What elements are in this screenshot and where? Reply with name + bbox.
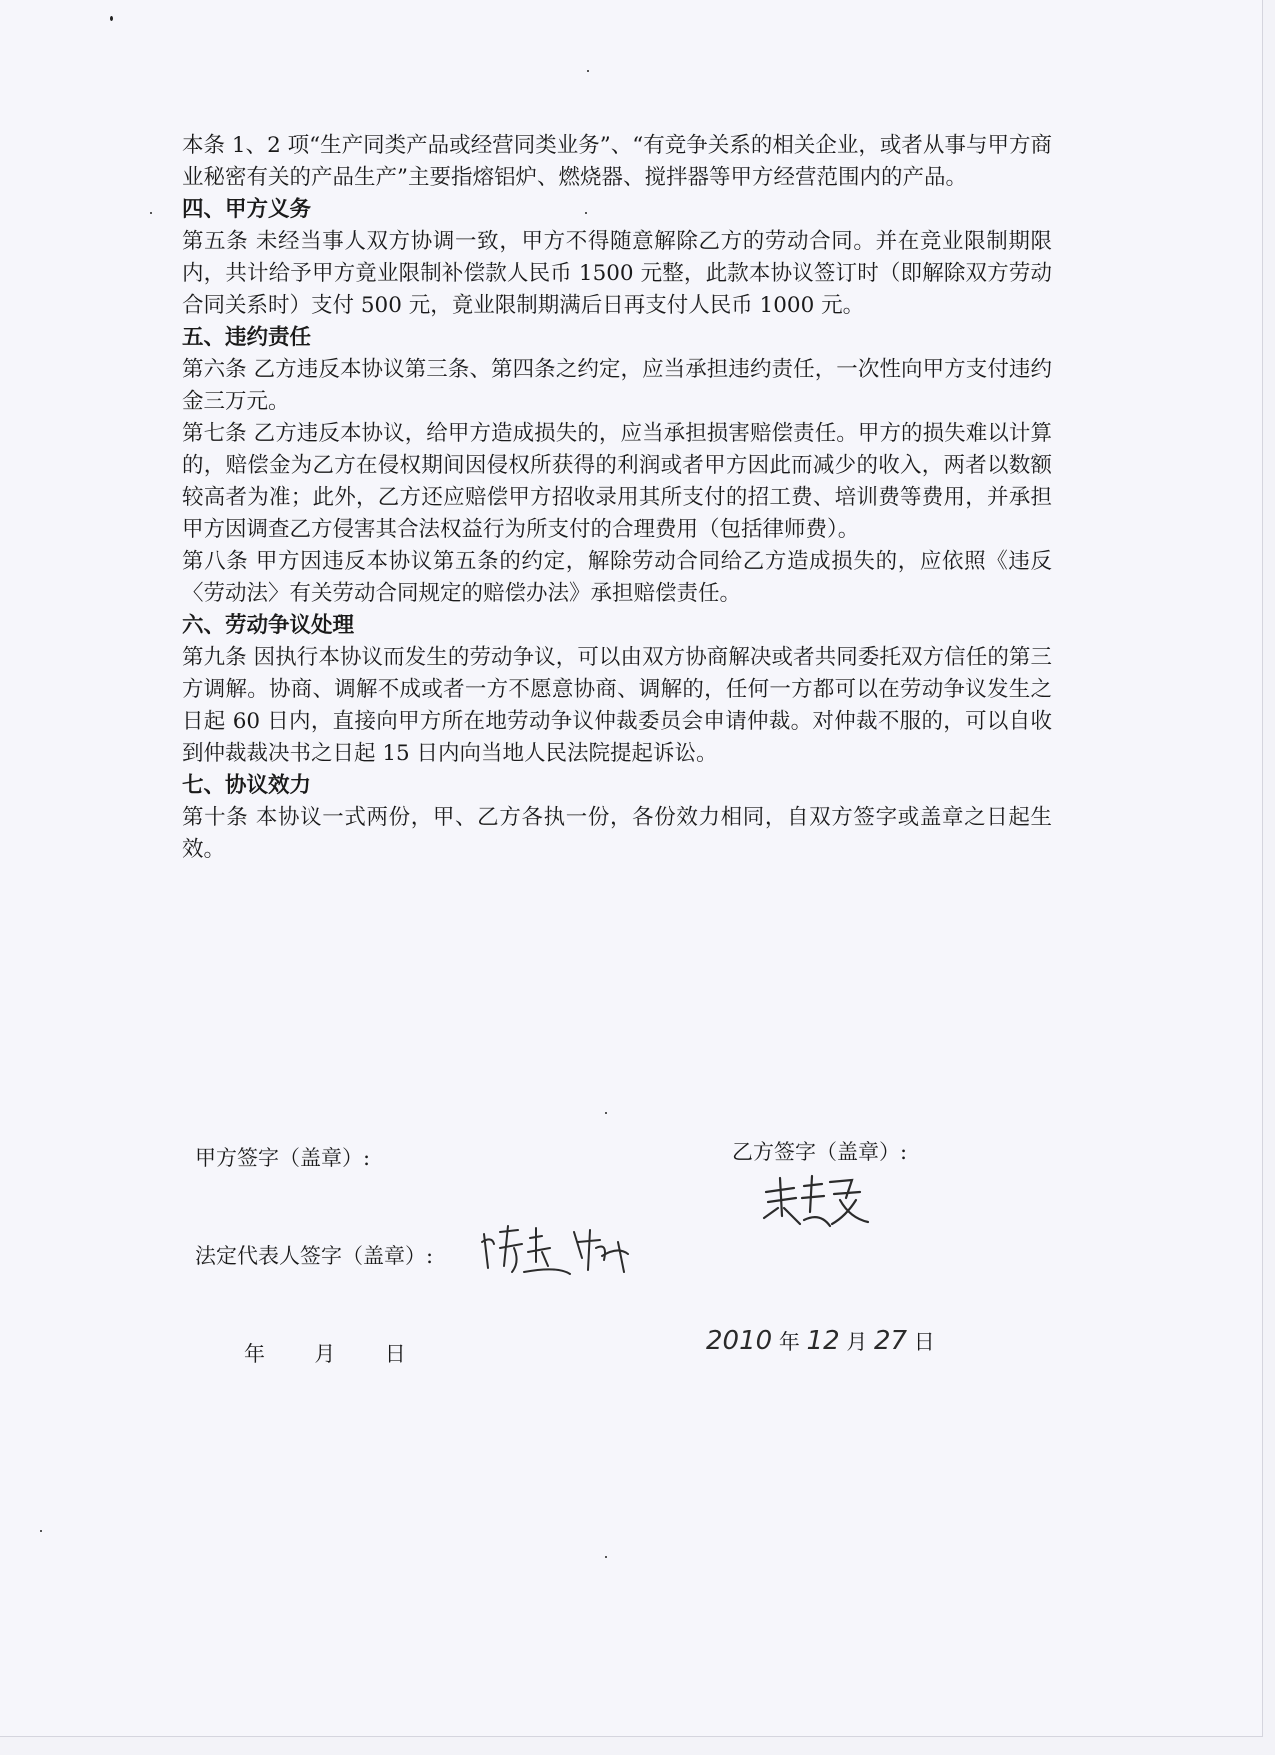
party-b-date: [706, 1326, 935, 1356]
contract-body: [182, 130, 1052, 866]
party-a-date-month: 月: [314, 1342, 336, 1366]
party-b-handwritten-signature: [760, 1172, 870, 1234]
scan-speck: [605, 1112, 607, 1114]
section-heading: 七、协议效力: [182, 773, 312, 798]
party-a-date-year: 年: [244, 1342, 265, 1366]
party-b-date-year: 年: [778, 1330, 800, 1354]
party-a-date-day: 日: [384, 1342, 406, 1366]
contract-paragraph: 第六条 乙方违反本协议第三条、第四条之约定，应当承担违约责任，一次性向甲方支付违约金三万元。: [182, 357, 1052, 414]
party-b-signature-label: 乙方签字（盖章）:: [732, 1140, 908, 1164]
section-heading: 六、劳动争议处理: [182, 613, 355, 638]
contract-paragraph: 第九条 因执行本协议而发生的劳动争议，可以由双方协商解决或者共同委托双方信任的第三方调解。协商、调解不成或者一方不愿意协商、调解的，任何一方都可以在劳动争议发生之日起 60 日内，直接向甲方所在地劳动争议仲裁委员会申请仲裁。对仲裁不服的，可以自收到仲裁裁决书之日起 15 日内向当地人民法院提起诉讼。: [182, 645, 1052, 766]
party-a-date: [244, 1338, 406, 1368]
scan-speck: [605, 1556, 607, 1558]
scan-speck: [40, 1530, 42, 1532]
legal-rep-handwritten-signature: [478, 1222, 638, 1282]
scan-speck: [150, 212, 152, 214]
party-b-date-month-handwritten: 12: [806, 1326, 840, 1356]
party-b-date-day-handwritten: 27: [874, 1326, 908, 1356]
contract-paragraph: 第七条 乙方违反本协议，给甲方造成损失的，应当承担损害赔偿责任。甲方的损失难以计算的，赔偿金为乙方在侵权期间因侵权所获得的利润或者甲方因此而减少的收入，两者以数额较高者为准；此外，乙方还应赔偿甲方招收录用其所支付的招工费、培训费等费用，并承担甲方因调查乙方侵害其合法权益行为所支付的合理费用（包括律师费）。: [182, 421, 1052, 542]
party-a-signature-label: 甲方签字（盖章）:: [195, 1146, 371, 1170]
contract-paragraph: 第十条 本协议一式两份，甲、乙方各执一份，各份效力相同，自双方签字或盖章之日起生效。: [182, 805, 1052, 862]
contract-paragraph: 第五条 未经当事人双方协调一致，甲方不得随意解除乙方的劳动合同。并在竞业限制期限内，共计给予甲方竟业限制补偿款人民币 1500 元整，此款本协议签订时（即解除双方劳动合同关系时）支付 500 元，竟业限制期满后日再支付人民币 1000 元。: [182, 229, 1052, 318]
party-b-date-month: 月: [846, 1330, 868, 1354]
section-heading: 四、甲方义务: [182, 197, 312, 222]
section-heading: 五、违约责任: [182, 325, 312, 350]
contract-paragraph: 第八条 甲方因违反本协议第五条的约定，解除劳动合同给乙方造成损失的，应依照《违反〈劳动法〉有关劳动合同规定的赔偿办法》承担赔偿责任。: [182, 549, 1052, 606]
contract-paragraph: 本条 1、2 项“生产同类产品或经营同类业务”、“有竞争关系的相关企业，或者从事与甲方商业秘密有关的产品生产”主要指熔铝炉、燃烧器、搅拌器等甲方经营范围内的产品。: [182, 133, 1052, 190]
scan-speck: [110, 16, 113, 21]
party-b-date-day: 日: [913, 1330, 935, 1354]
scan-speck: [587, 70, 589, 72]
party-b-date-year-handwritten: 2010: [706, 1326, 773, 1356]
legal-rep-signature-label: 法定代表人签字（盖章）:: [195, 1244, 434, 1268]
